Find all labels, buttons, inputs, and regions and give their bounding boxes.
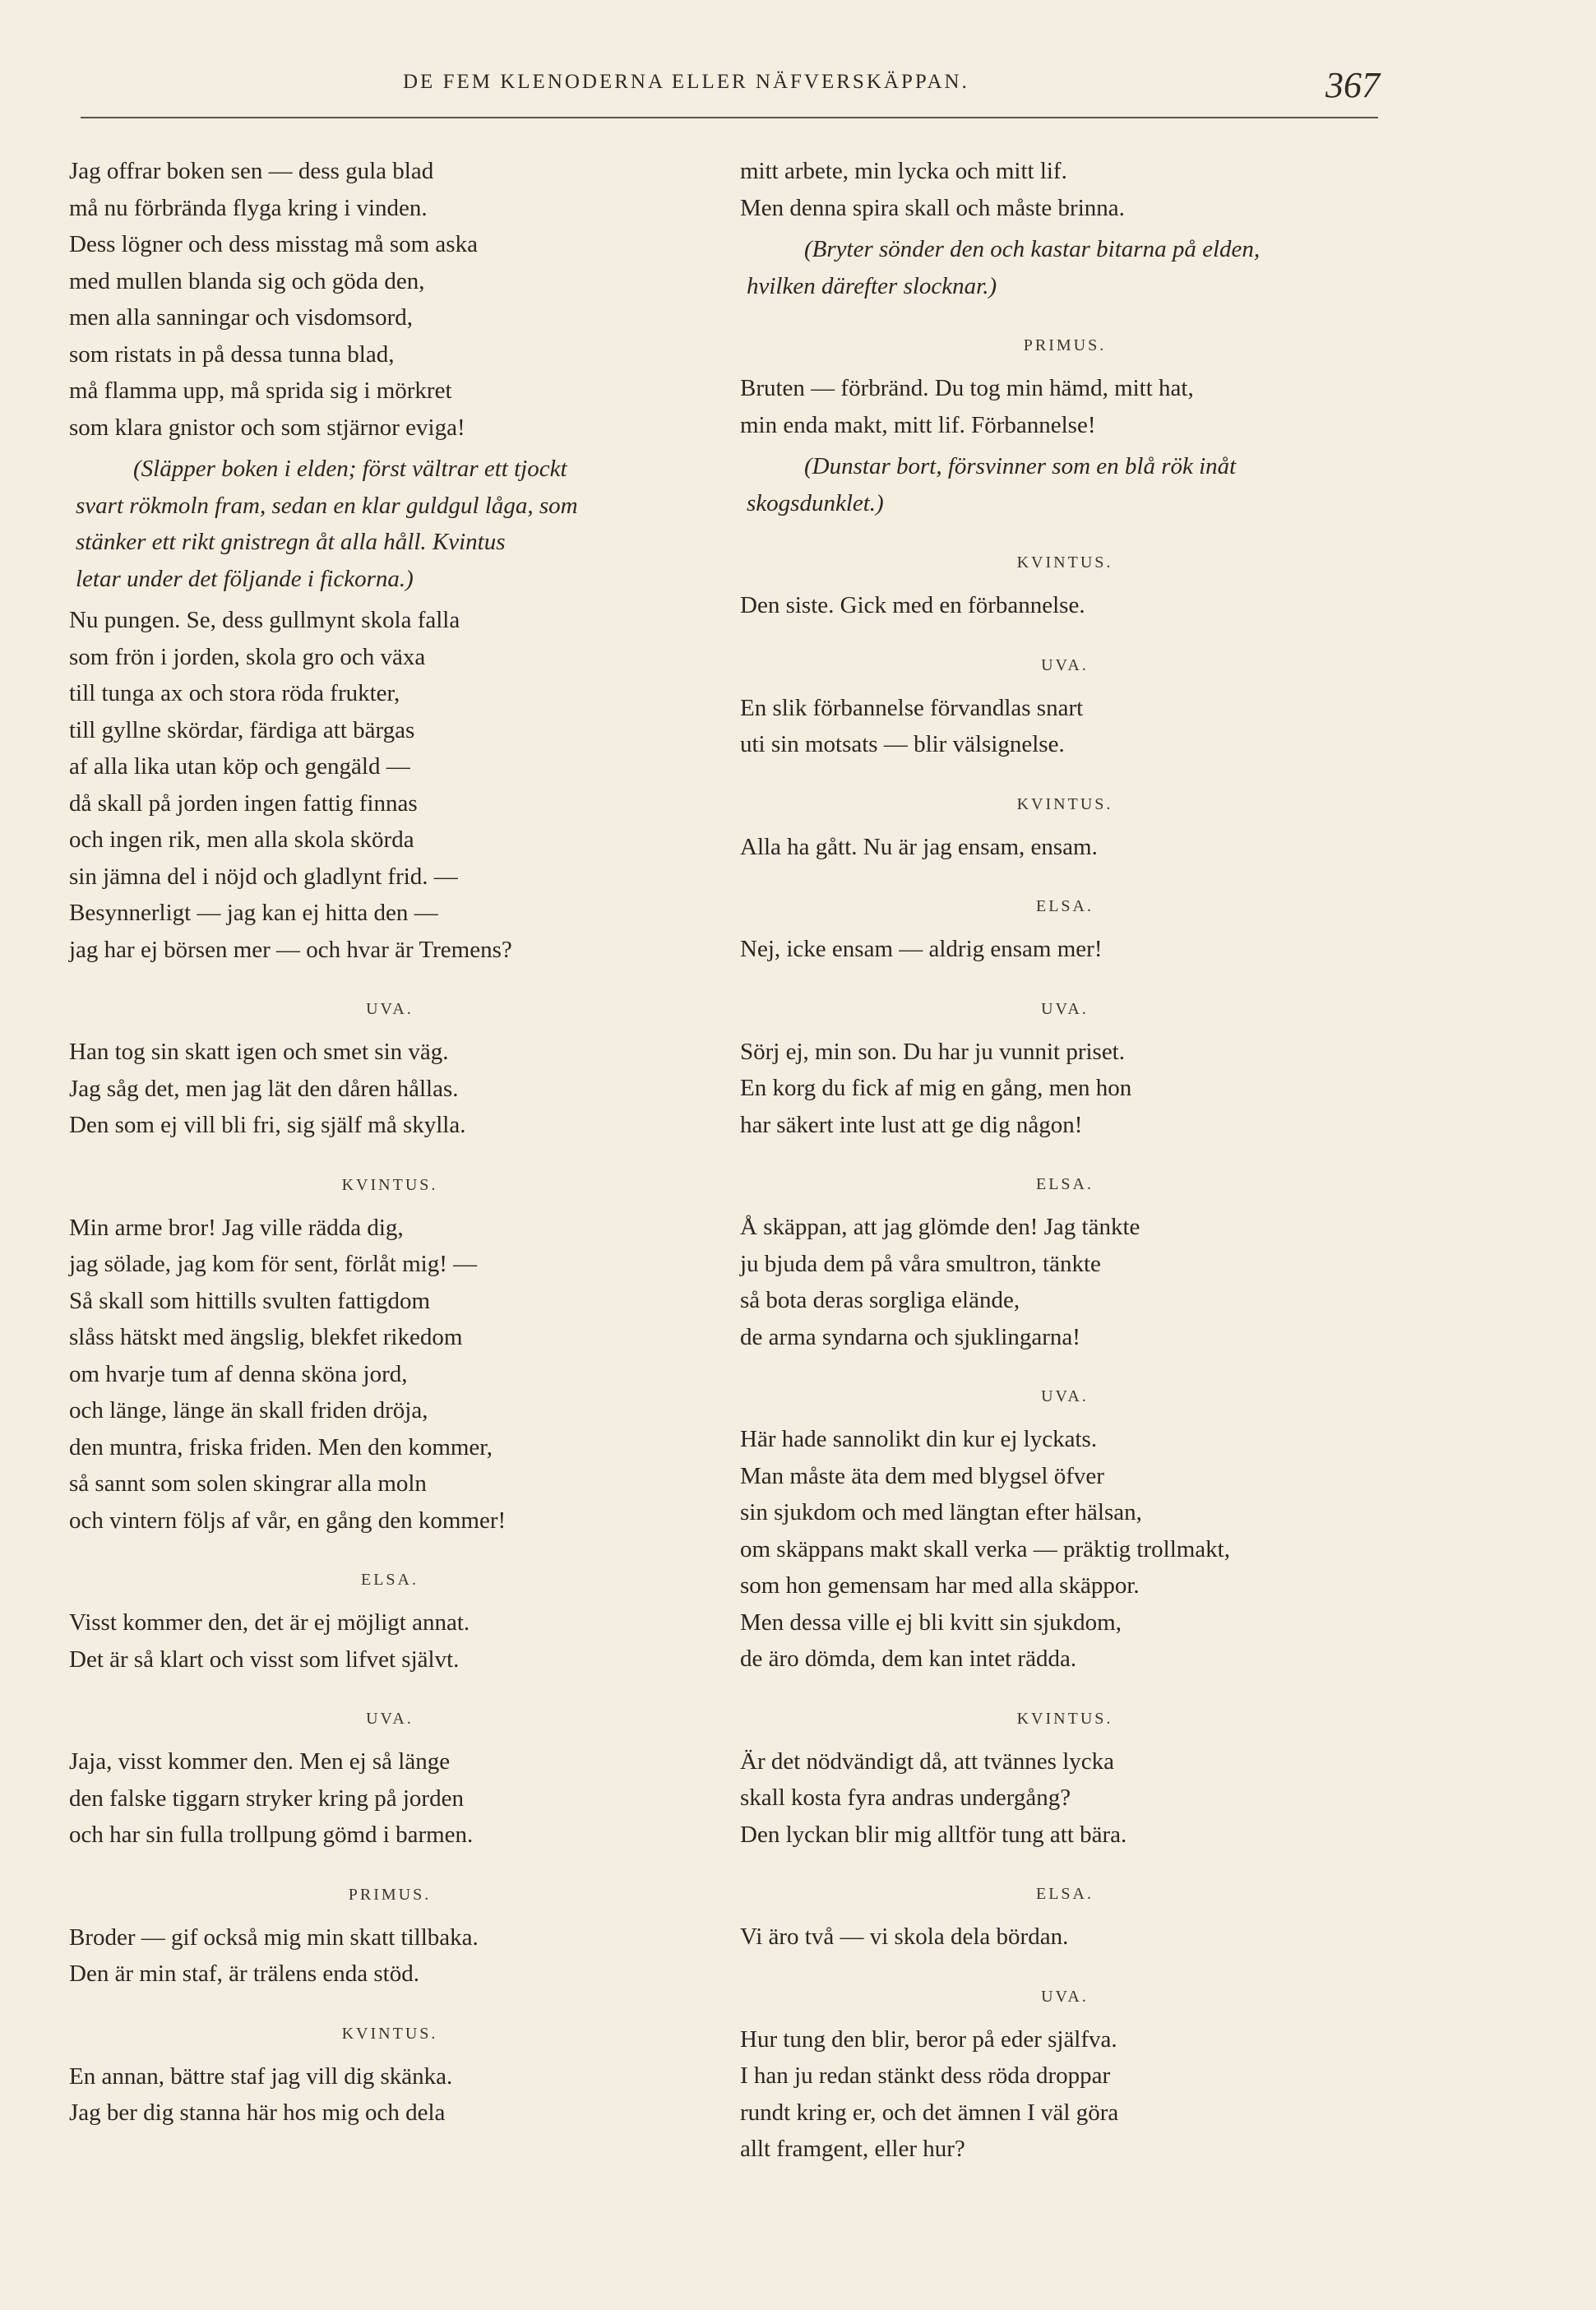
verse-line: min enda makt, mitt lif. Förbannelse! [740,411,1096,438]
verse-block [740,370,1390,443]
verse-line: sin jämna del i nöjd och gladlynt frid. — [69,863,458,890]
verse-block [69,1919,710,1993]
verse-block [740,153,1390,226]
speaker-name: KVINTUS. [341,1175,438,1194]
verse-line: I han ju redan stänkt dess röda droppar [740,2062,1111,2089]
stage-line: skogsdunklet.) [747,489,884,516]
verse-line: som frön i jorden, skola gro och växa [69,643,426,670]
stage-line: svart rökmoln fram, sedan en klar guldgul låga, som [76,492,578,519]
verse-line: Han tog sin skatt igen och smet sin väg. [69,1039,449,1065]
verse-line: Alla ha gått. Nu är jag ensam, ensam. [740,833,1098,860]
verse-line: Broder — gif också mig min skatt tillbaka. [69,1923,479,1951]
verse-line: med mullen blanda sig och göda den, [69,267,425,294]
verse-line: En korg du fick af mig en gång, men hon [740,1075,1132,1101]
verse-line: Här hade sannolikt din kur ej lyckats. [740,1426,1098,1452]
verse-line: Jag såg det, men jag lät den dåren hållas. [69,1075,459,1102]
verse-line: Besynnerligt — jag kan ej hitta den — [69,900,438,926]
verse-line: Nej, icke ensam — aldrig ensam mer! [740,936,1103,962]
speaker-name: UVA. [1041,999,1089,1018]
verse-line: rundt kring er, och det ämnen I väl göra [740,2099,1119,2126]
stage-line: (Bryter sönder den och kastar bitarna på elden, [804,236,1261,262]
verse-line: uti sin motsats — blir välsignelse. [740,731,1065,757]
verse-block [69,153,710,446]
verse-line: men alla sanningar och visdomsord, [69,304,413,331]
verse-line: Å skäppan, att jag glömde den! Jag tänkte [740,1214,1140,1240]
verse-line: Dess lögner och dess misstag må som aska [69,231,478,257]
verse-block [69,1743,710,1854]
verse-line: Jaja, visst kommer den. Men ej så länge [69,1748,451,1775]
verse-line: Den lyckan blir mig alltför tung att bära. [740,1821,1127,1848]
verse-line: Den är min staf, är trälens enda stöd. [69,1960,419,1987]
verse-line: och vintern följs af vår, en gång den kommer! [69,1507,507,1534]
verse-line: En slik förbannelse förvandlas snart [740,694,1084,721]
speaker-name: PRIMUS. [1023,336,1107,354]
speaker-name: UVA. [1041,1387,1089,1405]
stage-line: hvilken därefter slocknar.) [747,272,997,299]
speaker-name: UVA. [1041,1987,1089,2006]
verse-line: Jag ber dig stanna här hos mig och dela [69,2099,446,2126]
speaker-name: PRIMUS. [348,1885,432,1904]
verse-line: jag sölade, jag kom för sent, förlåt mig! — [69,1251,478,1277]
speaker-name: ELSA. [1036,1175,1094,1193]
verse-line: Är det nödvändigt då, att tvännes lycka [740,1748,1115,1775]
verse-line: Det är så klart och visst som lifvet självt. [69,1646,460,1673]
verse-line: En annan, bättre staf jag vill dig skänka. [69,2062,453,2090]
verse-block [740,931,1390,968]
stage-direction [69,451,710,597]
stage-direction [740,448,1390,521]
speaker-name: UVA. [366,1000,414,1018]
stage-direction [740,231,1390,304]
verse-line: Men dessa ville ej bli kvitt sin sjukdom, [740,1609,1122,1636]
verse-line: den muntra, friska friden. Men den kommer, [69,1433,493,1461]
verse-line: och länge, länge än skall friden dröja, [69,1397,428,1423]
verse-line: har säkert inte lust att ge dig någon! [740,1111,1083,1138]
verse-block [740,690,1390,763]
verse-line: den falske tiggarn stryker kring på jorden [69,1785,464,1812]
speaker-name: ELSA. [1036,897,1094,915]
speaker-name: KVINTUS. [1016,794,1113,813]
left-column [69,153,710,2132]
verse-line: som hon gemensam har med alla skäppor. [740,1572,1140,1599]
verse-line: och ingen rik, men alla skola skörda [69,826,414,853]
verse-line: Vi äro två — vi skola dela bördan. [740,1923,1069,1950]
verse-block [69,2058,710,2132]
verse-line: ju bjuda dem på våra smultron, tänkte [740,1250,1101,1277]
verse-line: Bruten — förbränd. Du tog min hämd, mitt hat, [740,375,1194,401]
page-number: 367 [1325,65,1380,105]
verse-line: Den som ej vill bli fri, sig själf må skylla. [69,1112,466,1138]
verse-line: Så skall som hittills svulten fattigdom [69,1287,431,1314]
speaker-name: UVA. [1041,655,1089,674]
speaker-name: UVA. [366,1710,414,1728]
verse-block [740,1421,1390,1678]
verse-block [740,1209,1390,1355]
verse-line: Men denna spira skall och måste brinna. [740,194,1125,221]
verse-line: om hvarje tum af denna sköna jord, [69,1360,408,1387]
verse-block [740,1919,1390,1956]
verse-block [740,1034,1390,1144]
verse-block [69,1604,710,1678]
verse-line: af alla lika utan köp och gengäld — [69,753,410,780]
verse-line: Den siste. Gick med en förbannelse. [740,592,1085,618]
verse-line: skall kosta fyra andras undergång? [740,1785,1071,1811]
verse-line: Sörj ej, min son. Du har ju vunnit priset. [740,1038,1125,1065]
verse-line: Nu pungen. Se, dess gullmynt skola falla [69,607,460,633]
verse-line: då skall på jorden ingen fattig finnas [69,789,418,817]
verse-block [740,829,1390,866]
verse-line: Jag offrar boken sen — dess gula blad [69,158,434,184]
verse-line: som klara gnistor och som stjärnor eviga! [69,414,465,441]
verse-line: de arma syndarna och sjuklingarna! [740,1323,1080,1350]
stage-line: (Släpper boken i elden; först vältrar ett tjockt [133,456,567,482]
verse-line: Visst kommer den, det är ej möjligt annat. [69,1609,470,1636]
speaker-name: ELSA. [361,1571,419,1589]
verse-block [69,602,710,968]
speaker-name: KVINTUS. [341,2024,438,2043]
verse-block [69,1034,710,1144]
verse-block [69,1210,710,1539]
verse-line: allt framgent, eller hur? [740,2136,965,2162]
verse-line: Hur tung den blir, beror på eder själfva. [740,2025,1117,2053]
verse-block [740,1743,1390,1854]
stage-line: stänker ett rikt gnistregn åt alla håll. Kvintus [76,529,506,555]
speaker-name: KVINTUS. [1016,553,1113,572]
verse-line: mitt arbete, min lycka och mitt lif. [740,158,1067,184]
verse-line: om skäppans makt skall verka — präktig trollmakt, [740,1535,1230,1562]
stage-line: (Dunstar bort, försvinner som en blå rök inåt [804,453,1237,479]
verse-line: må nu förbrända flyga kring i vinden. [69,194,428,221]
speaker-name: KVINTUS. [1016,1709,1113,1728]
verse-line: som ristats in på dessa tunna blad, [69,340,395,368]
verse-line: de äro dömda, dem kan intet rädda. [740,1646,1077,1672]
speaker-name: ELSA. [1036,1885,1094,1903]
verse-line: Man måste äta dem med blygsel öfver [740,1462,1104,1489]
verse-line: sin sjukdom och med längtan efter hälsan, [740,1499,1142,1525]
right-column [740,153,1390,2168]
verse-block [740,587,1390,624]
verse-block [740,2021,1390,2168]
header-rule [81,117,1378,118]
verse-line: jag har ej börsen mer — och hvar är Tremens? [69,936,512,963]
verse-line: Min arme bror! Jag ville rädda dig, [69,1214,404,1241]
verse-line: till tunga ax och stora röda frukter, [69,680,400,706]
verse-line: slåss hätskt med ängslig, blekfet rikedom [69,1324,463,1350]
running-title: DE FEM KLENODERNA ELLER NÄFVERSKÄPPAN. [403,71,969,93]
verse-line: så bota deras sorgliga elände, [740,1287,1020,1313]
verse-line: må flamma upp, må sprida sig i mörkret [69,377,452,404]
verse-line: till gyllne skördar, färdiga att bärgas [69,716,415,743]
stage-line: letar under det följande i fickorna.) [76,565,414,592]
verse-line: och har sin fulla trollpung gömd i barmen. [69,1822,474,1848]
verse-line: så sannt som solen skingrar alla moln [69,1470,427,1497]
